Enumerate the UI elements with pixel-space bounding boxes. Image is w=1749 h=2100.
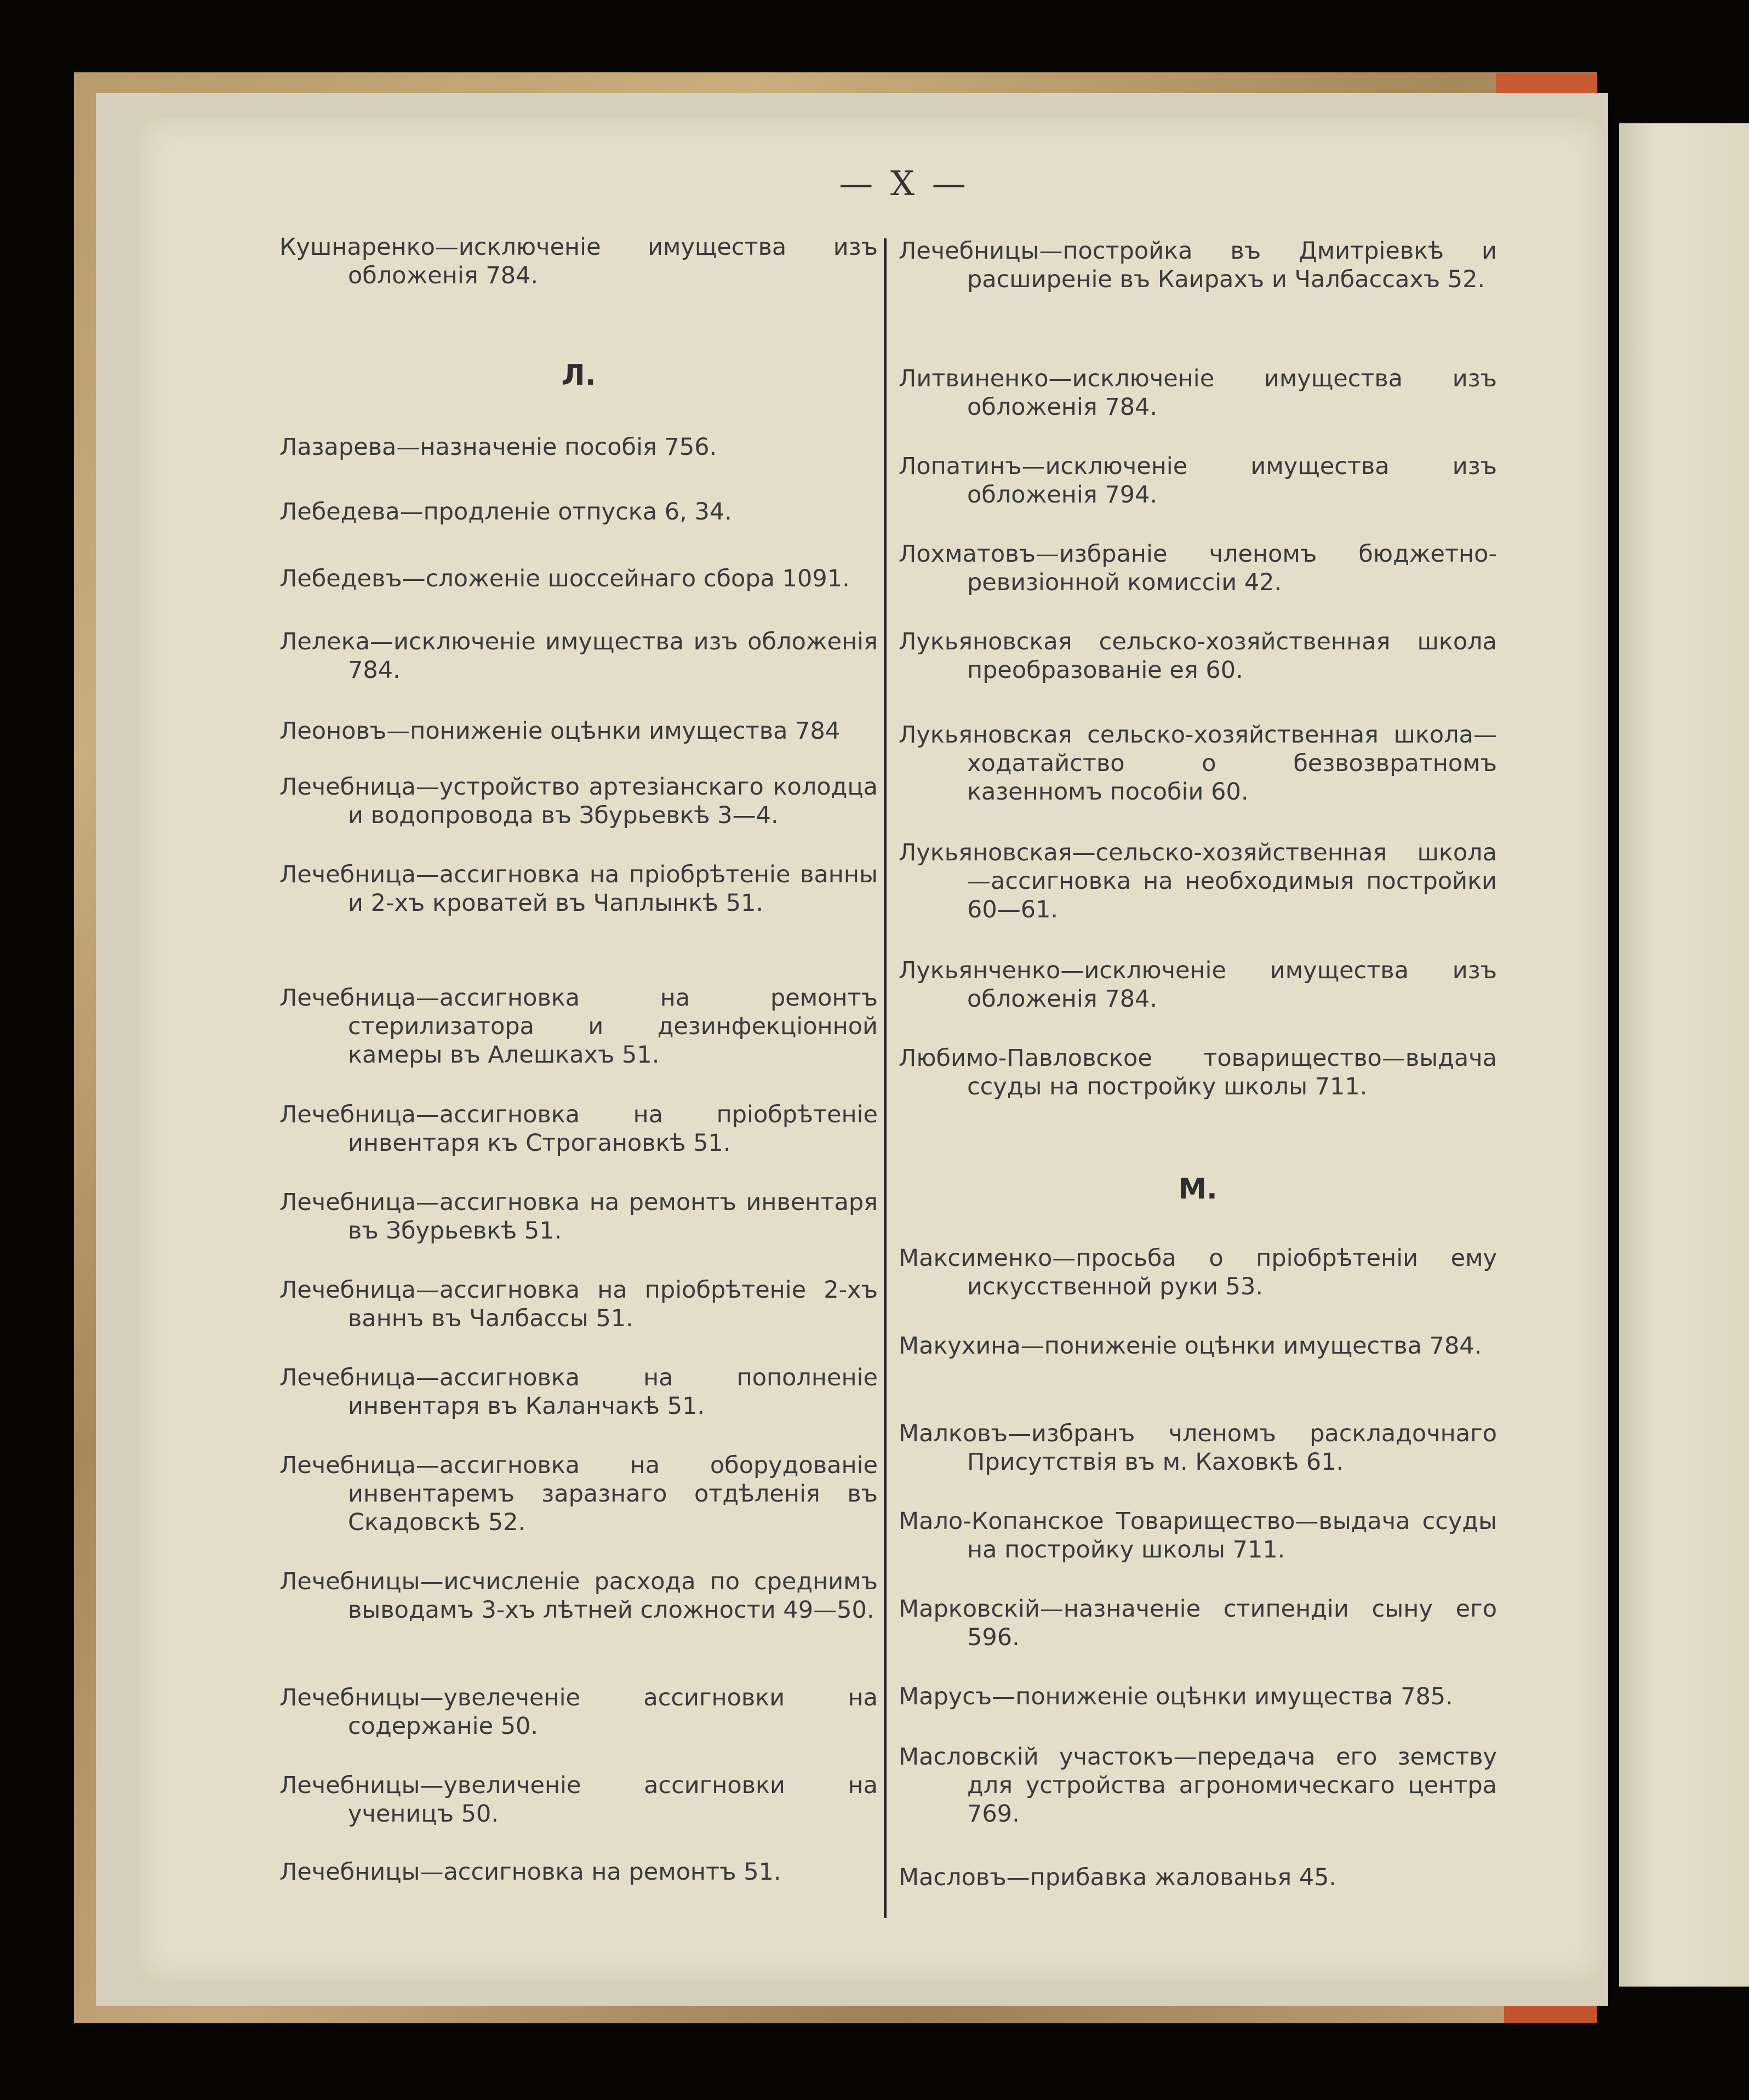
index-entry: Малковъ—избранъ членомъ раскладочнаго Присутствія въ м. Каховкѣ 61. — [899, 1420, 1497, 1476]
index-entry: Лелека—исключеніе имущества изъ обложенія 784. — [279, 628, 878, 684]
index-entry: Лечебницы—исчисленіе расхода по среднимъ выводамъ 3-хъ лѣтней сложности 49—50. — [279, 1568, 878, 1624]
index-entry: Лечебницы—постройка въ Дмитріевкѣ и расширеніе въ Каирахъ и Чалбасcахъ 52. — [899, 237, 1497, 293]
index-entry: Лечебница—ассигновка на ремонтъ инвентаря въ Збурьевкѣ 51. — [279, 1189, 878, 1245]
index-entry: Лечебница—ассигновка на пріобрѣтеніе ванны и 2-хъ кроватей въ Чаплынкѣ 51. — [279, 861, 878, 917]
column-divider — [884, 238, 887, 1918]
index-entry: Марковскій—назначеніе стипендіи сыну его 596. — [899, 1595, 1497, 1651]
index-entry: Лохматовъ—избраніе членомъ бюджетно-ревизіонной комиссіи 42. — [899, 540, 1497, 596]
index-entry: Лебедева—продленіе отпуска 6, 34. — [279, 498, 732, 526]
index-entry: Лазарева—назначеніе пособія 756. — [279, 433, 717, 461]
facing-page-edge — [1619, 123, 1749, 1987]
index-entry: Масловъ—прибавка жалованья 45. — [899, 1864, 1337, 1891]
index-entry: Лечебница—ассигновка на ремонтъ стерилизатора и дезинфекціонной камеры въ Алешкахъ 51. — [279, 984, 878, 1069]
index-entry: Масловскій участокъ—передача его земству для устройства агрономическаго центра 769. — [899, 1743, 1497, 1828]
index-entry: Максименко—просьба о пріобрѣтеніи ему искусственной руки 53. — [899, 1245, 1497, 1300]
index-entry: Лечебница—ассигновка на оборудованіе инвентаремъ заразнаго отдѣленія въ Скадовскѣ 52. — [279, 1452, 878, 1536]
index-entry: Леоновъ—пониженіе оцѣнки имущества 784 — [279, 717, 841, 745]
index-entry: Лечебницы—увеличеніе ассигновки на ученицъ 50. — [279, 1772, 878, 1828]
index-entry: Любимо-Павловское товарищество—выдача ссуды на постройку школы 711. — [899, 1045, 1497, 1100]
index-entry: Мало-Копанское Товарищество—выдача ссуды на постройку школы 711. — [899, 1508, 1497, 1563]
index-entry: Лечебница—ассигновка на пополненіе инвентаря въ Каланчакѣ 51. — [279, 1364, 878, 1420]
index-entry: Лукьяновская сельско-хозяйственная школа преобразованіе ея 60. — [899, 628, 1497, 684]
running-head: — X — — [839, 163, 969, 203]
letter-heading: Л. — [561, 359, 596, 392]
letter-heading: М. — [1178, 1173, 1218, 1206]
index-entry: Кушнаренко—исключеніе имущества изъ обложенія 784. — [279, 233, 878, 289]
index-entry: Макухина—пониженіе оцѣнки имущества 784. — [899, 1332, 1482, 1360]
index-entry: Лукьянченко—исключеніе имущества изъ обложенія 784. — [899, 957, 1497, 1013]
index-entry: Лечебница—ассигновка на пріобрѣтеніе инвентаря къ Строгановкѣ 51. — [279, 1101, 878, 1157]
index-entry: Лечебницы—ассигновка на ремонтъ 51. — [279, 1858, 781, 1886]
index-entry: Лукьяновская сельско-хозяйственная школа—ходатайство о безвозвратномъ казенномъ пособіи 60. — [899, 721, 1497, 806]
index-entry: Лукьяновская—сельско-хозяйственная школа—ассигновка на необходимыя постройки 60—61. — [899, 839, 1497, 923]
index-entry: Лебедевъ—сложеніе шоссейнаго сбора 1091. — [279, 565, 850, 592]
index-entry: Марусъ—пониженіе оцѣнки имущества 785. — [899, 1683, 1453, 1710]
index-entry: Лечебницы—увелеченіе ассигновки на содержаніе 50. — [279, 1684, 878, 1740]
index-entry: Лечебница—устройство артезіанскаго колодца и водопровода въ Збурьевкѣ 3—4. — [279, 773, 878, 829]
index-entry: Лопатинъ—исключеніе имущества изъ обложенія 794. — [899, 453, 1497, 509]
index-entry: Литвиненко—исключеніе имущества изъ обложенія 784. — [899, 365, 1497, 421]
index-entry: Лечебница—ассигновка на пріобрѣтеніе 2-хъ ваннъ въ Чалбассы 51. — [279, 1276, 878, 1332]
